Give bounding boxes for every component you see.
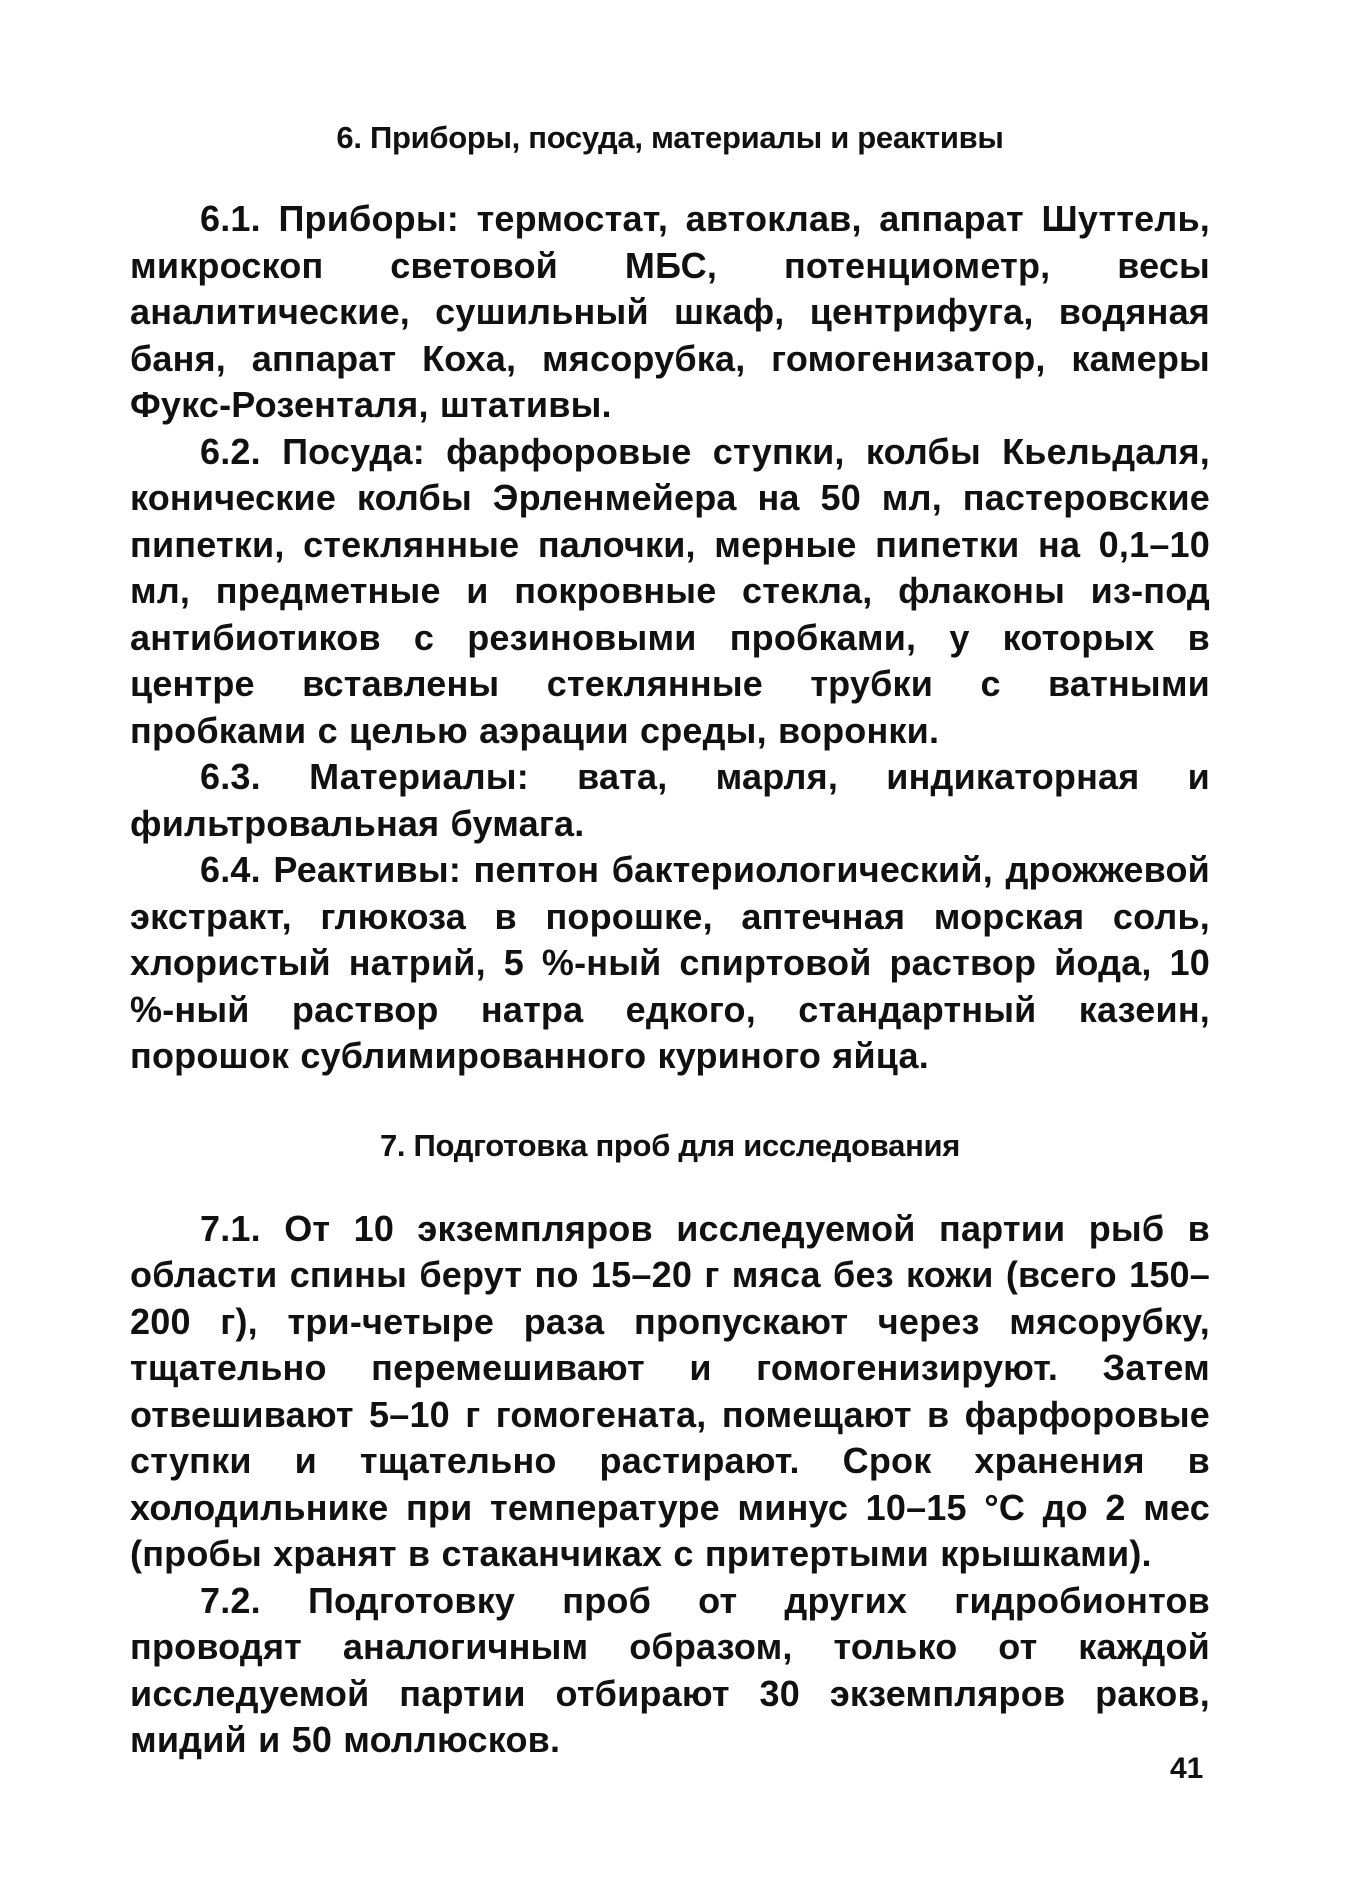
section-7-heading: 7. Подготовка проб для исследования — [379, 1127, 961, 1163]
page-number: 41 — [1170, 1752, 1204, 1785]
document-page — [130, 118, 1210, 1764]
paragraph-7-2: 7.2. Подготовку проб от других гидробионтов проводят аналогичным образом, только от каждой исследуемой партии отбирают 30 экземпляров раков, мидий и 50 моллюсков. — [130, 1579, 1210, 1760]
section-6-heading: 6. Приборы, посуда, материалы и реактивы — [336, 120, 1004, 155]
paragraph-6-1: 6.1. Приборы: термостат, автоклав, аппарат Шуттель, микроскоп световой МБС, потенциометр, весы аналитические, сушильный шкаф, центрифуга, водяная баня, аппарат Коха, мясорубка, гомогенизатор, камеры Фукс-Розенталя, штативы. — [130, 198, 1210, 425]
paragraph-6-4: 6.4. Реактивы: пептон бактериологический, дрожжевой экстракт, глюкоза в порошке, аптечная морская соль, хлористый натрий, 5 %-ный спиртовой раствор йода, 10 %-ный раствор натра едкого, стандартный казеин, порошок сублимированного куриного яйца. — [130, 849, 1210, 1076]
paragraph-7-1: 7.1. От 10 экземпляров исследуемой партии рыб в области спины берут по 15–20 г мяса без кожи (всего 150–200 г), три-четыре раза пропускают через мясорубку, тщательно перемешивают и гомогенизируют. Затем отвешивают 5–10 г гомогената, помещают в фарфоровые ступки и тщательно растирают. Срок хранения в холодильнике при температуре минус 10–15 °С до 2 мес (пробы хранят в стаканчиках с притертыми крышками). — [130, 1207, 1210, 1574]
paragraph-6-3: 6.3. Материалы: вата, марля, индикаторная и фильтровальная бумага. — [130, 756, 1210, 844]
paragraph-6-2: 6.2. Посуда: фарфоровые ступки, колбы Кьельдаля, конические колбы Эрленмейера на 50 мл, пастеровские пипетки, стеклянные палочки, мерные пипетки на 0,1–10 мл, предметные и покровные стекла, флаконы из-под антибиотиков с резиновыми пробками, у которых в центре вставлены стеклянные трубки с ватными пробками с целью аэрации среды, воронки. — [130, 430, 1210, 751]
